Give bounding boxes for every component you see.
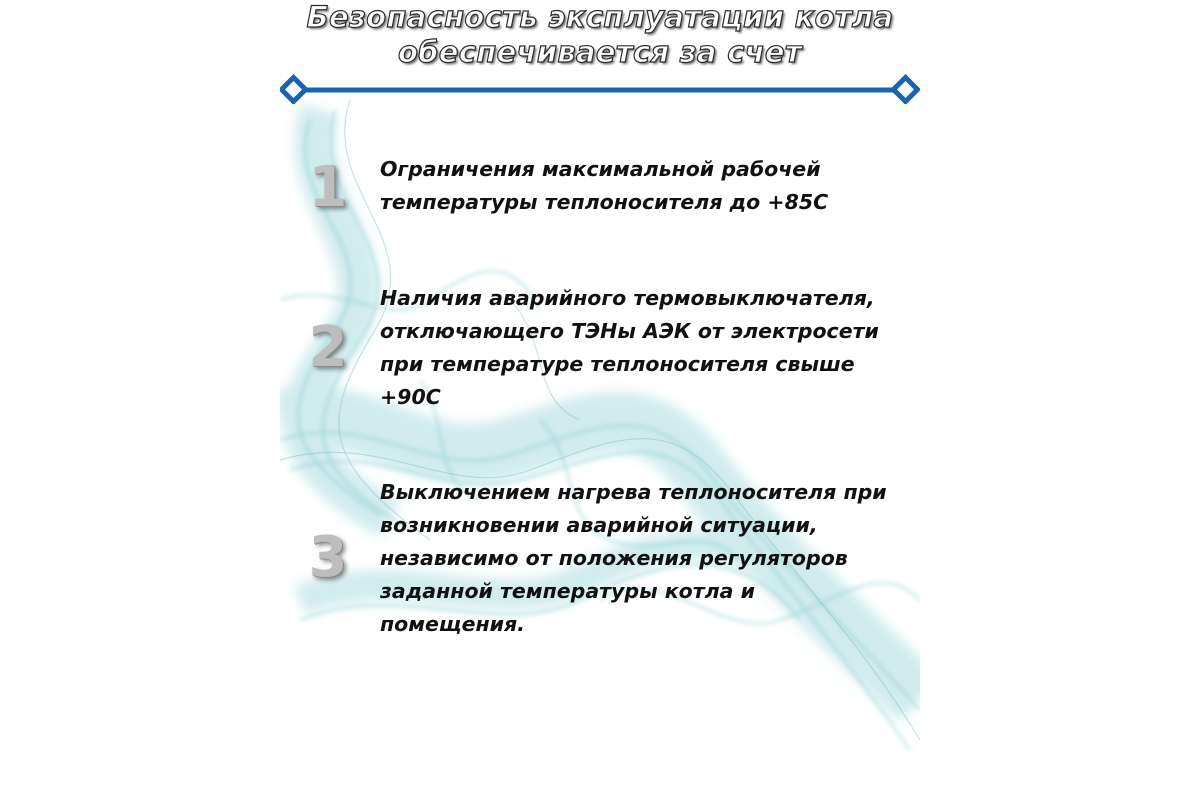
item-number: 3 [308,525,348,590]
item-text: Выключением нагрева теплоносителя при возникновении аварийной ситуации, независимо от положения регуляторов заданной температуры котла и помещения. [380,480,887,636]
item-number: 2 [308,315,348,380]
divider-left-diamond [281,77,305,101]
poster-panel [280,0,920,800]
divider-right-diamond [893,77,917,101]
item-text: Ограничения максимальной рабочей температуры теплоносителя до +85С [380,157,829,214]
title-line-1: Безопасность эксплуатации котла [306,0,894,34]
title-divider [280,74,920,104]
page-title [280,0,920,70]
item-text: Наличия аварийного термовыключателя, отключающего ТЭНы АЭК от электросети при температуре теплоносителя свыше +90С [380,286,879,409]
title-line-2: обеспечивается за счет [398,35,802,69]
item-number: 1 [308,155,348,220]
